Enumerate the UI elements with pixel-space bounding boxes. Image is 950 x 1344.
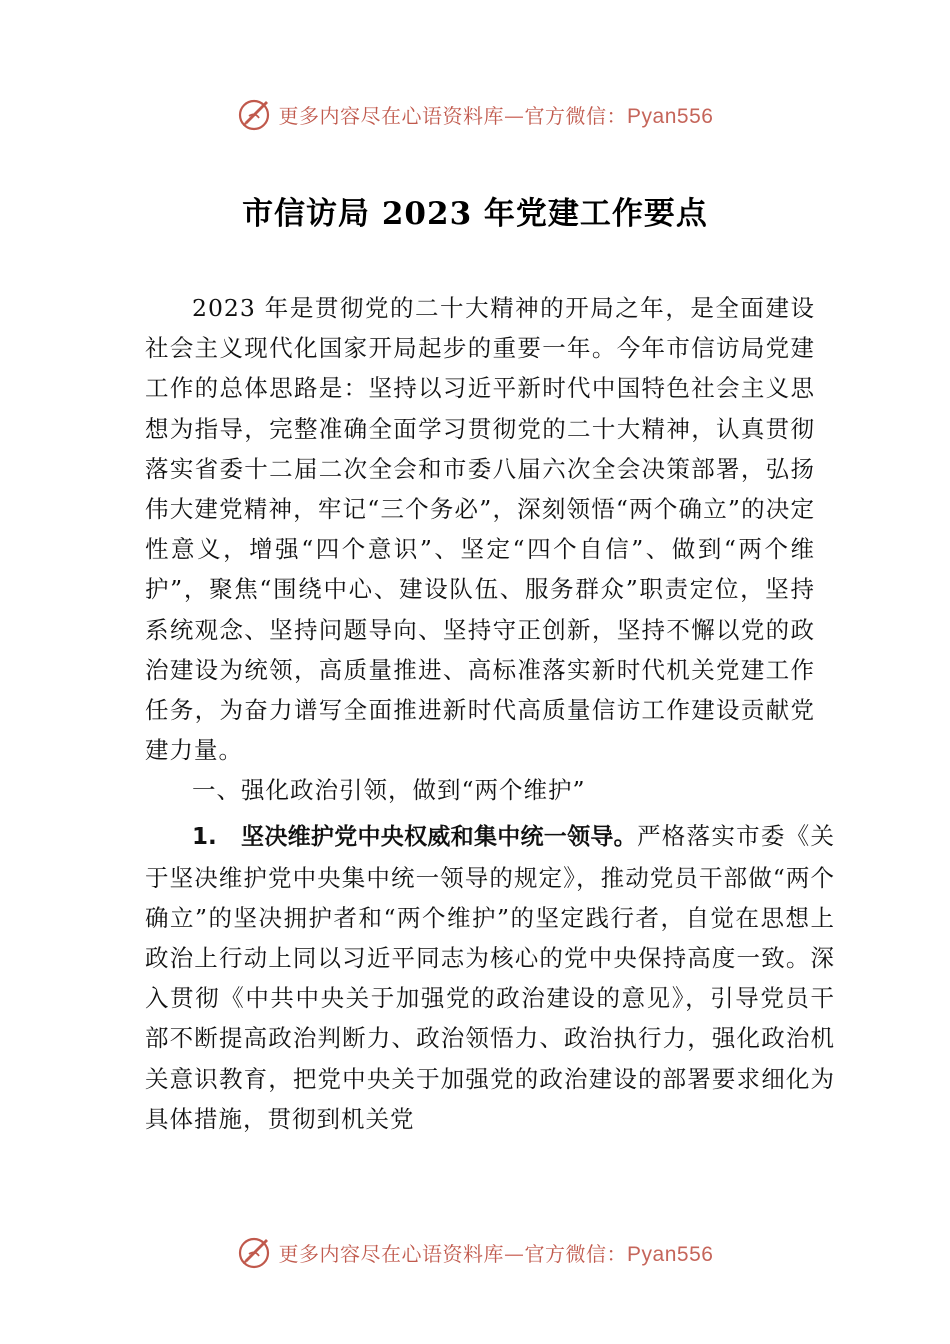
pen-logo-icon — [237, 96, 273, 132]
item-1-body: 严格落实市委《关于坚决维护党中央集中统一领导的规定》，推动党员干部做“两个确立”的坚决拥护者和“两个维护”的坚定践行者，自觉在思想上政治上行动上同以习近平同志为核心的党中央保持高度一致。深入贯彻《中共中央关于加强党的政治建设的意见》，引导党员干部不断提高政治判断力、政治领悟力、政治执行力，强化政治机关意识教育，把党中央关于加强党的政治建设的部署要求细化为具体措施，贯彻到机关党 — [145, 822, 836, 1133]
watermark-banner-top — [0, 92, 950, 136]
watermark-banner-bottom — [0, 1230, 950, 1274]
item-1-lead — [192, 824, 637, 850]
pen-logo-icon — [237, 1234, 273, 1270]
item-1-title: 坚决维护党中央权威和集中统一领导。 — [240, 824, 637, 851]
watermark-wechat-id: Pyan556 — [627, 1242, 714, 1266]
document-title: 市信访局 2023 年党建工作要点 — [242, 196, 708, 232]
watermark-wechat-id: Pyan556 — [627, 104, 714, 128]
watermark-separator: — — [504, 1241, 525, 1266]
watermark-slogan: 更多内容尽在心语资料库 — [278, 103, 505, 128]
watermark-label: 官方微信： — [524, 103, 628, 128]
list-item-1 — [145, 816, 835, 1139]
watermark-slogan: 更多内容尽在心语资料库 — [278, 1241, 505, 1266]
item-1-number: 1. — [192, 824, 217, 851]
watermark-text-top — [279, 100, 714, 129]
document-body — [145, 288, 836, 1139]
section-heading-1: 一、强化政治引领，做到“两个维护” — [192, 776, 586, 805]
watermark-separator: — — [504, 103, 525, 128]
intro-paragraph: 2023 年是贯彻党的二十大精神的开局之年，是全面建设社会主义现代化国家开局起步的重要一年。今年市信访局党建工作的总体思路是：坚持以习近平新时代中国特色社会主义思想为指导，完整准确全面学习贯彻党的二十大精神，认真贯彻落实省委十二届二次全会和市委八届六次全会决策部署，弘扬伟大建党精神，牢记“三个务必”，深刻领悟“两个确立”的决定性意义，增强“四个意识”、坚定“四个自信”、做到“两个维护”，聚焦“围绕中心、建设队伍、服务群众”职责定位，坚持系统观念、坚持问题导向、坚持守正创新，坚持不懈以党的政治建设为统领，高质量推进、高标准落实新时代机关党建工作任务，为奋力谱写全面推进新时代高质量信访工作建设贡献党建力量。 — [145, 294, 815, 765]
watermark-text-bottom — [279, 1238, 714, 1267]
watermark-label: 官方微信： — [524, 1241, 628, 1266]
